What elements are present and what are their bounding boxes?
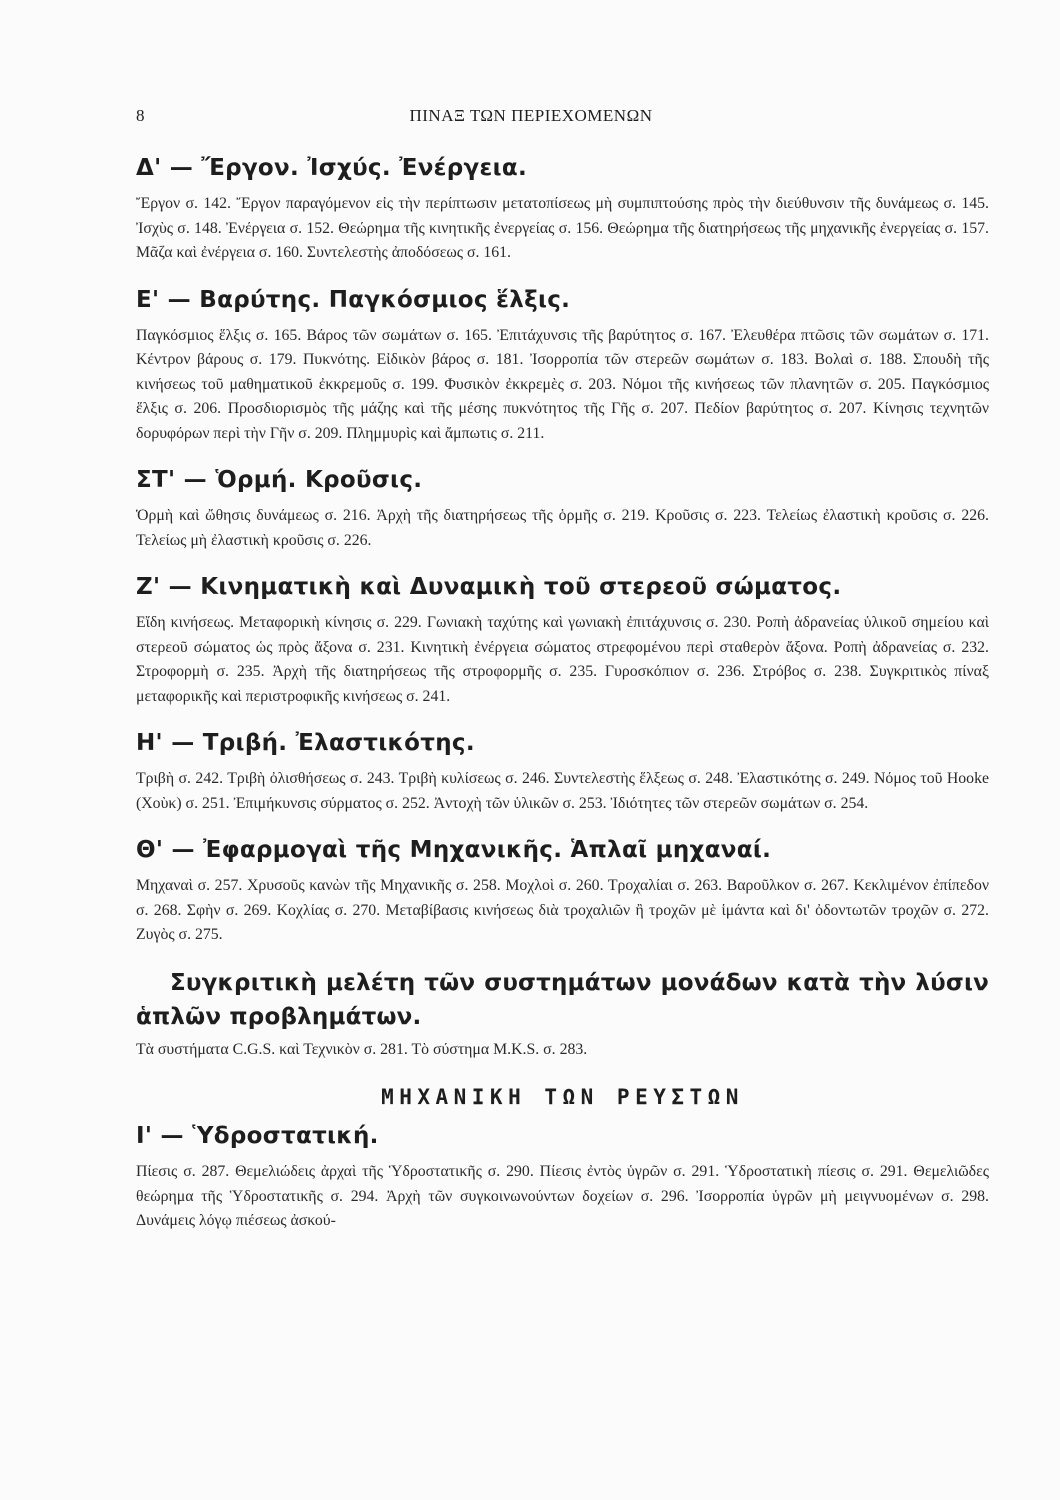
section-entries: Τὰ συστήματα C.G.S. καὶ Τεχνικὸν σ. 281. Τὸ σύστημα M.K.S. σ. 283. [136, 1040, 588, 1058]
section-zeta [136, 569, 989, 709]
section-heading: Ε' — Βαρύτης. Παγκόσμιος ἕλξις. [136, 286, 571, 313]
section-iota [136, 1118, 989, 1234]
section-heading: Θ' — Ἐφαρμογαὶ τῆς Μηχανικῆς. Ἁπλαῖ μηχαναί. [136, 837, 772, 863]
section-heading: Ι' — Ὑδροστατική. [136, 1123, 379, 1149]
section-entries: Τριβὴ σ. 242. Τριβὴ ὀλισθήσεως σ. 243. Τριβὴ κυλίσεως σ. 246. Συντελεστὴς ἕλξεως σ. 248. Ἐλαστικότης σ. 249. Νόμος τοῦ Hooke (Χοὺκ) σ. 251. Ἐπιμήκυνσις σύρματος σ. 252. Ἀντοχὴ τῶν ὑλικῶν σ. 253. Ἰδιότητες τῶν στερεῶν σωμάτων σ. 254. [136, 770, 989, 812]
section-entries: Μηχαναὶ σ. 257. Χρυσοῦς κανὼν τῆς Μηχανικῆς σ. 258. Μοχλοὶ σ. 260. Τροχαλίαι σ. 263. Βαροῦλκον σ. 267. Κεκλιμένον ἐπίπεδον σ. 268. Σφὴν σ. 269. Κοχλίας σ. 270. Μεταβίβασις κινήσεως διὰ τροχαλιῶν ἢ τροχῶν μὲ ἱμάντα καὶ δι' ὀδοντωτῶν τροχῶν σ. 272. Ζυγὸς σ. 275. [136, 877, 989, 943]
section-heading: Ζ' — Κινηματικὴ καὶ Δυναμικὴ τοῦ στερεοῦ σώματος. [136, 574, 842, 600]
part-title: ΜΗΧΑΝΙΚΗ ΤΩΝ ΡΕΥΣΤΩΝ [381, 1085, 744, 1109]
section-theta [136, 832, 989, 948]
section-heading: Συγκριτικὴ μελέτη τῶν συστημάτων μονάδων κατὰ τὴν λύσιν ἁπλῶν προβλημάτων. [136, 969, 989, 1030]
section-epsilon [136, 282, 989, 447]
section-sigma-tau [136, 462, 989, 553]
running-title: ΠΙΝΑΞ ΤΩΝ ΠΕΡΙΕΧΟΜΕΝΩΝ [409, 106, 653, 125]
section-eta [136, 725, 989, 816]
section-heading: Η' — Τριβή. Ἐλαστικότης. [136, 730, 475, 756]
section-entries: Πίεσις σ. 287. Θεμελιώδεις ἀρχαὶ τῆς Ὑδροστατικῆς σ. 290. Πίεσις ἐντὸς ὑγρῶν σ. 291. Ὑδροστατικὴ πίεσις σ. 291. Θεμελιῶδες θεώρημα τῆς Ὑδροστατικῆς σ. 294. Ἀρχὴ τῶν συγκοινωνούντων δοχείων σ. 296. Ἰσορροπία ὑγρῶν μὴ μειγνυομένων σ. 298. Δυνάμεις λόγῳ πιέσεως ἀσκού- [136, 1163, 989, 1229]
section-entries: Ἔργον σ. 142. Ἔργον παραγόμενον εἰς τὴν περίπτωσιν μετατοπίσεως μὴ συμπιπτούσης πρὸς τὴν διεύθυνσιν τῆς δυνάμεως σ. 145. Ἰσχὺς σ. 148. Ἐνέργεια σ. 152. Θεώρημα τῆς κινητικῆς ἐνεργείας σ. 156. Θεώρημα τῆς διατηρήσεως τῆς μηχανικῆς ἐνεργείας σ. 157. Μᾶζα καὶ ἐνέργεια σ. 160. Συντελεστὴς ἀποδόσεως σ. 161. [136, 195, 989, 261]
section-heading: ΣΤ' — Ὁρμή. Κροῦσις. [136, 467, 423, 493]
page-number: 8 [136, 106, 145, 125]
section-entries: Ὁρμὴ καὶ ὤθησις δυνάμεως σ. 216. Ἀρχὴ τῆς διατηρήσεως τῆς ὁρμῆς σ. 219. Κροῦσις σ. 223. Τελείως ἐλαστικὴ κροῦσις σ. 226. Τελείως μὴ ἐλαστικὴ κροῦσις σ. 226. [136, 507, 989, 549]
section-comparative-study [136, 966, 989, 1063]
page-header [136, 106, 926, 130]
section-entries: Παγκόσμιος ἕλξις σ. 165. Βάρος τῶν σωμάτων σ. 165. Ἐπιτάχυνσις τῆς βαρύτητος σ. 167. Ἐλευθέρα πτῶσις τῶν σωμάτων σ. 171. Κέντρον βάρους σ. 179. Πυκνότης. Εἰδικὸν βάρος σ. 181. Ἰσορροπία τῶν στερεῶν σωμάτων σ. 183. Βολαὶ σ. 188. Σπουδὴ τῆς κινήσεως τοῦ μαθηματικοῦ ἐκκρεμοῦς σ. 199. Φυσικὸν ἐκκρεμὲς σ. 203. Νόμοι τῆς κινήσεως τῶν πλανητῶν σ. 205. Παγκόσμιος ἕλξις σ. 206. Προσδιορισμὸς τῆς μάζης καὶ τῆς μέσης πυκνότητος τῆς Γῆς σ. 207. Πεδίον βαρύτητος σ. 207. Κίνησις τεχνητῶν δορυφόρων περὶ τὴν Γῆν σ. 209. Πλημμυρὶς καὶ ἄμπωτις σ. 211. [136, 326, 989, 442]
table-of-contents [136, 150, 989, 1234]
section-entries: Εἴδη κινήσεως. Μεταφορικὴ κίνησις σ. 229. Γωνιακὴ ταχύτης καὶ γωνιακὴ ἐπιτάχυνσις σ. 230. Ροπὴ ἀδρανείας ὑλικοῦ σημείου καὶ στερεοῦ σώματος ὡς πρὸς ἄξονα σ. 231. Κινητικὴ ἐνέργεια σώματος στρεφομένου περὶ σταθερὸν ἄξονα. Ροπὴ ἀδρανείας σ. 232. Στροφορμὴ σ. 235. Ἀρχὴ τῆς διατηρήσεως τῆς στροφορμῆς σ. 235. Γυροσκόπιον σ. 236. Στρόβος σ. 238. Συγκριτικὸς πίναξ μεταφορικῆς καὶ περιστροφικῆς κινήσεως σ. 241. [136, 614, 989, 705]
section-delta [136, 150, 989, 266]
section-heading: Δ' — Ἔργον. Ἰσχύς. Ἐνέργεια. [136, 155, 528, 181]
